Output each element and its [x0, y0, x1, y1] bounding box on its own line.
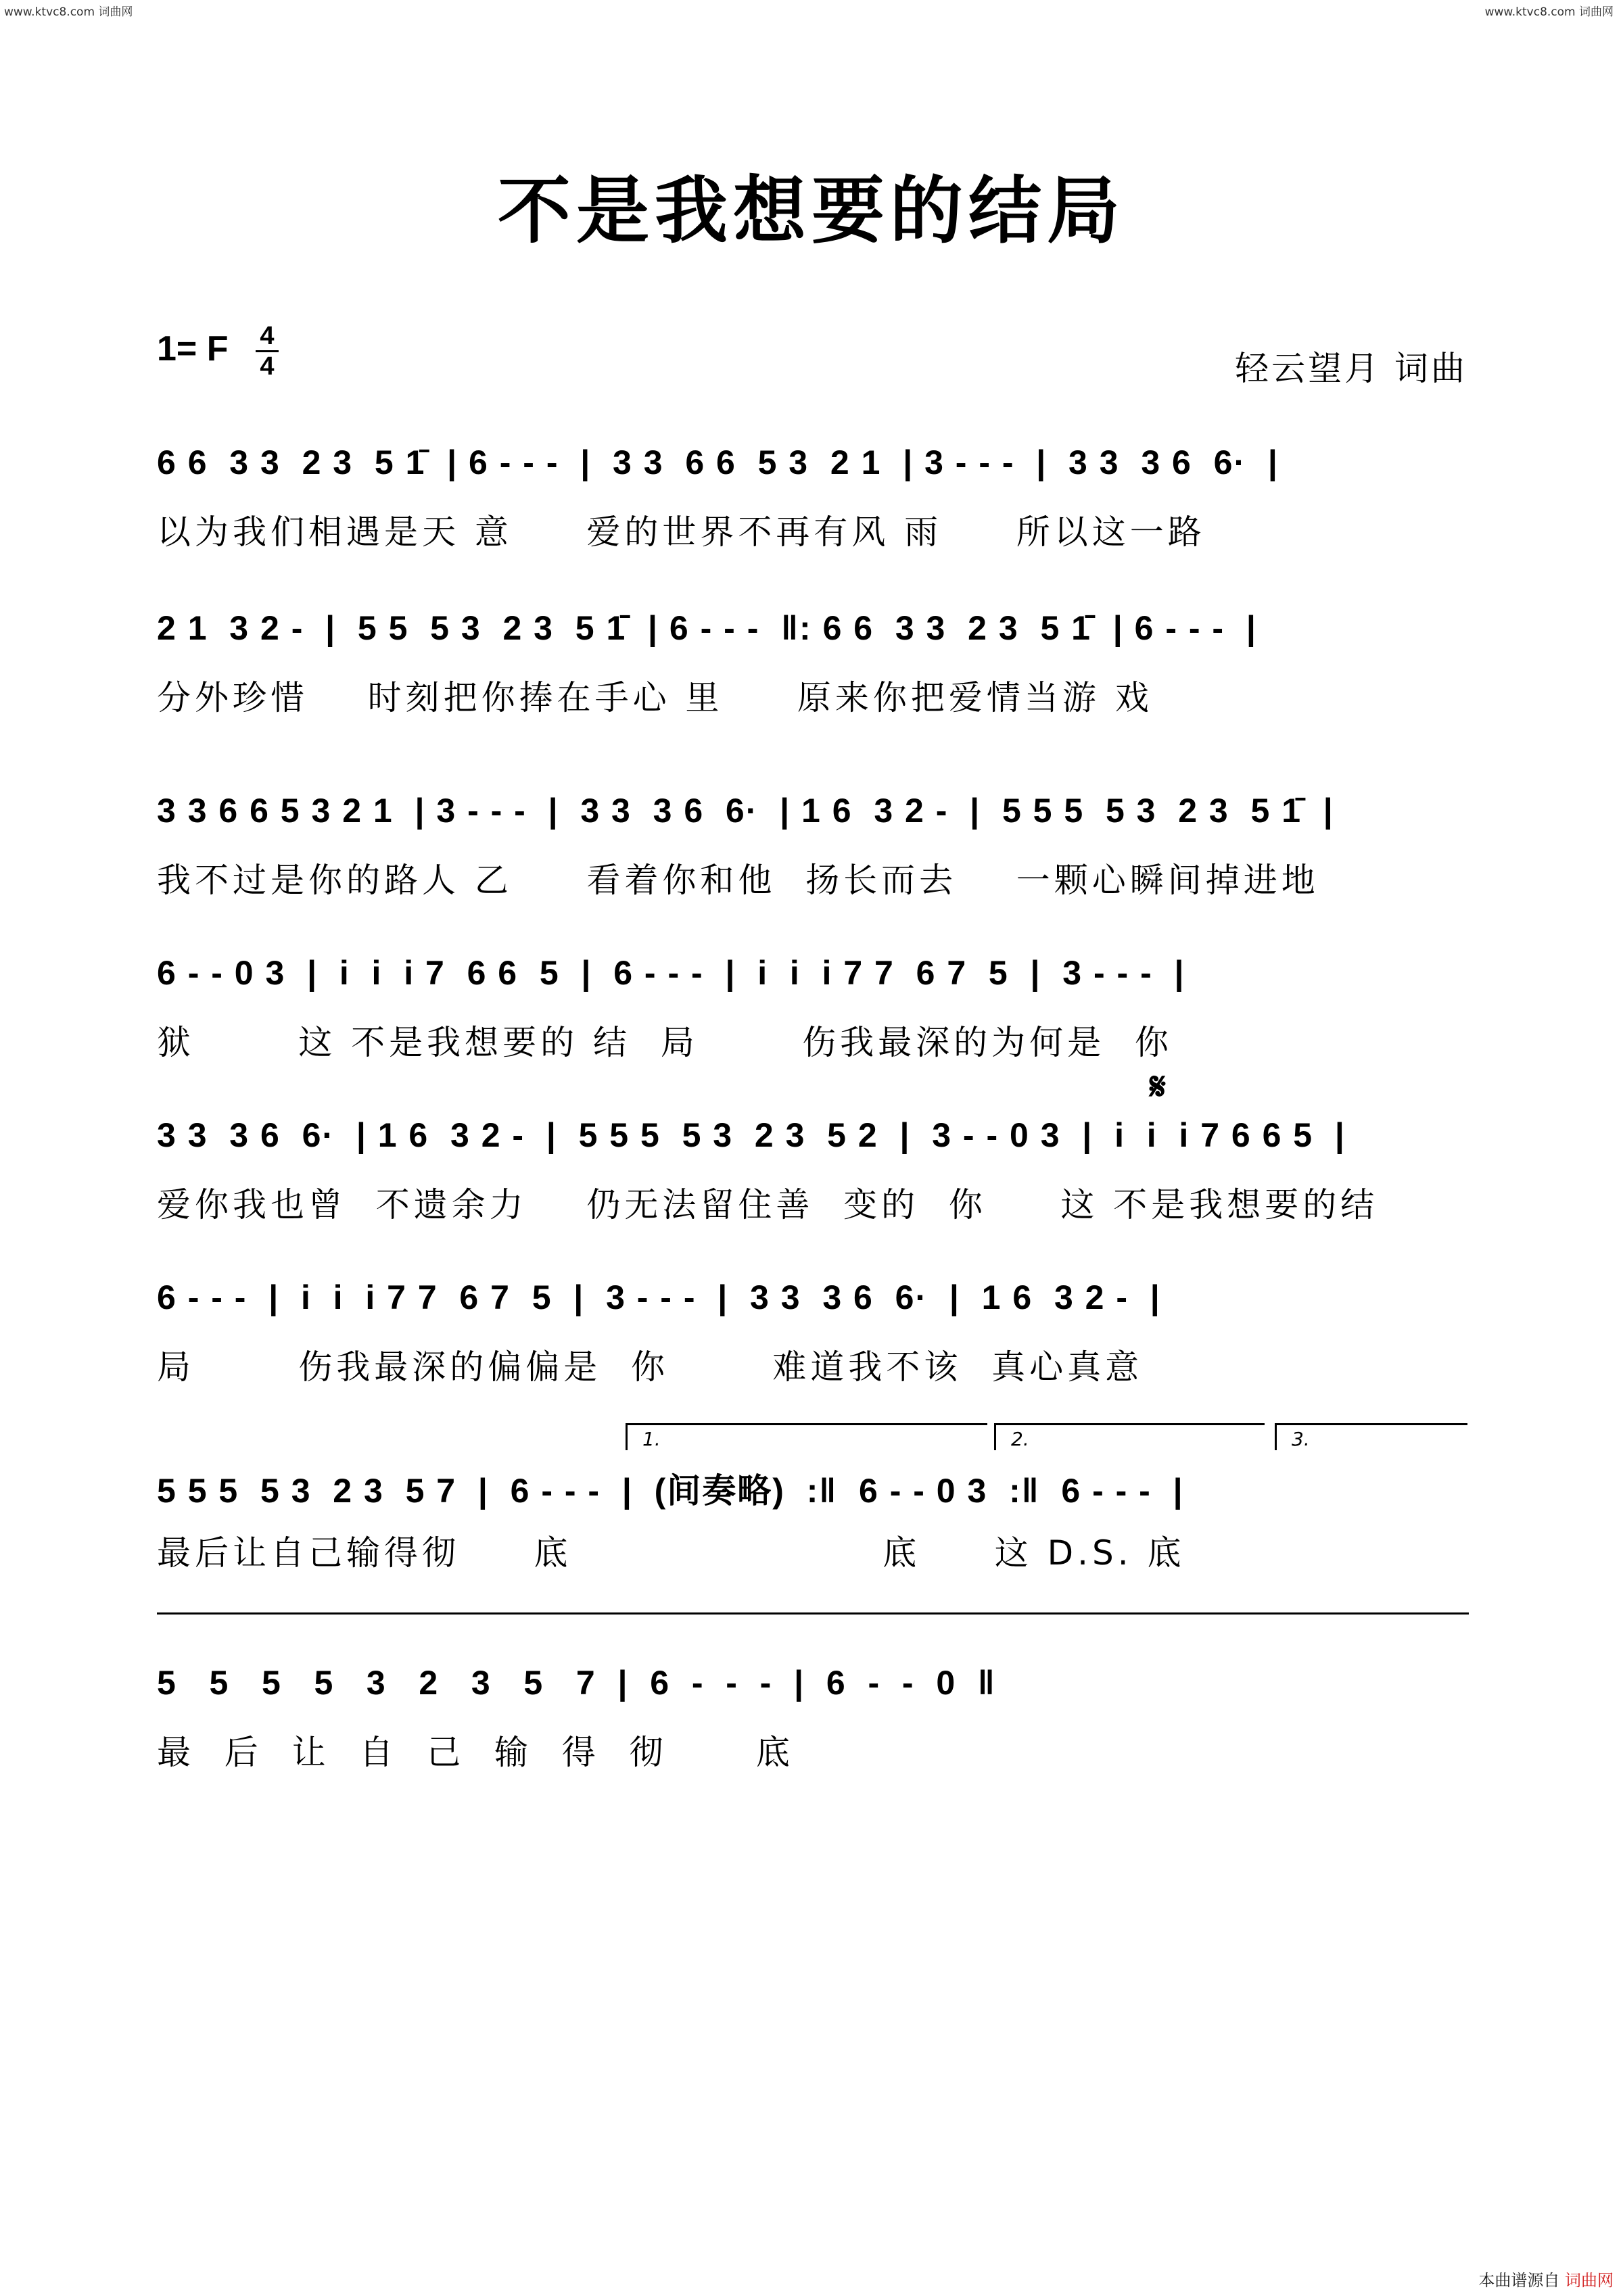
notes-line: 5 5 5 5 3 2 3 5 7 | 6 - - - | 6 - - 0 ‖ [157, 1664, 996, 1702]
notes-line: 6 - - - | i i i 7 7 6 7 5 | 3 - - - | 3 3 3 6 6· | 1 6 3 2 - | [157, 1278, 1161, 1316]
volta-bracket-2 [994, 1423, 1265, 1425]
coda-divider-line [157, 1612, 1469, 1615]
lyrics-line: 最 后 让 自 己 输 得 彻 底 [157, 1733, 794, 1772]
footer-text: 本曲谱源自 [1478, 2271, 1560, 2290]
key-signature: 1= F [157, 329, 229, 368]
volta-bracket-3 [1275, 1423, 1467, 1425]
volta-bracket-3-edge [1275, 1423, 1277, 1450]
watermark-left: www.ktvc8.com 词曲网 [4, 5, 133, 19]
volta-bracket-1-edge [626, 1423, 628, 1450]
notes-line: 2 1 3 2 - | 5 5 5 3 2 3 5 1̄ | 6 - - - ‖: 6 6 3 3 2 3 5 1̄ | 6 - - - | [157, 609, 1257, 647]
notes-line: 3 3 6 6 5 3 2 1 | 3 - - - | 3 3 3 6 6· | 1 6 3 2 - | 5 5 5 5 3 2 3 5 1̄ | [157, 792, 1334, 830]
song-title: 不是我想要的结局 [497, 168, 1125, 254]
footer-brand-link[interactable]: 词曲网 [1565, 2271, 1614, 2290]
composer-credit: 轻云望月 词曲 [1235, 349, 1467, 388]
watermark-right: www.ktvc8.com 词曲网 [1484, 5, 1614, 19]
lyrics-line: 狱 这 不是我想要的 结 局 伤我最深的为何是 你 [157, 1023, 1173, 1062]
time-signature [256, 323, 279, 379]
lyrics-line: 局 伤我最深的偏偏是 你 难道我不该 真心真意 [157, 1347, 1144, 1387]
notes-line: 6 6 3 3 2 3 5 1̄ | 6 - - - | 3 3 6 6 5 3 2 1 | 3 - - - | 3 3 3 6 6· | [157, 444, 1279, 481]
volta-bracket-1 [626, 1423, 987, 1425]
lyrics-line: 我不过是你的路人 乙 看着你和他 扬长而去 一颗心瞬间掉进地 [157, 861, 1319, 900]
lyrics-line: 爱你我也曾 不遗余力 仍无法留住善 变的 你 这 不是我想要的结 [157, 1185, 1379, 1224]
notes-line: 6 - - 0 3 | i i i 7 6 6 5 | 6 - - - | i i i 7 7 6 7 5 | 3 - - - | [157, 954, 1185, 992]
volta-label-3: 3. [1292, 1428, 1310, 1450]
lyrics-line: 以为我们相遇是天 意 爱的世界不再有风 雨 所以这一路 [157, 512, 1206, 552]
segno-sign: 𝄋 [1150, 1065, 1167, 1109]
lyrics-line: 最后让自己输得彻 底 底 这 D.S. 底 [157, 1533, 1185, 1573]
notes-line: 3 3 3 6 6· | 1 6 3 2 - | 5 5 5 5 3 2 3 5 2 | 3 - - 0 3 | i i i 7 6 6 5 | [157, 1116, 1346, 1154]
volta-label-1: 1. [642, 1428, 661, 1450]
time-signature-top: 4 [260, 322, 275, 350]
volta-bracket-2-edge [994, 1423, 996, 1450]
lyrics-line: 分外珍惜 时刻把你捧在手心 里 原来你把爱情当游 戏 [157, 678, 1153, 717]
footer-credit [1478, 2267, 1614, 2291]
volta-label-2: 2. [1011, 1428, 1029, 1450]
time-signature-bottom: 4 [260, 352, 275, 381]
notes-line: 5 5 5 5 3 2 3 5 7 | 6 - - - | (间奏略) :‖ 6 - - 0 3 :‖ 6 - - - | [157, 1472, 1184, 1510]
